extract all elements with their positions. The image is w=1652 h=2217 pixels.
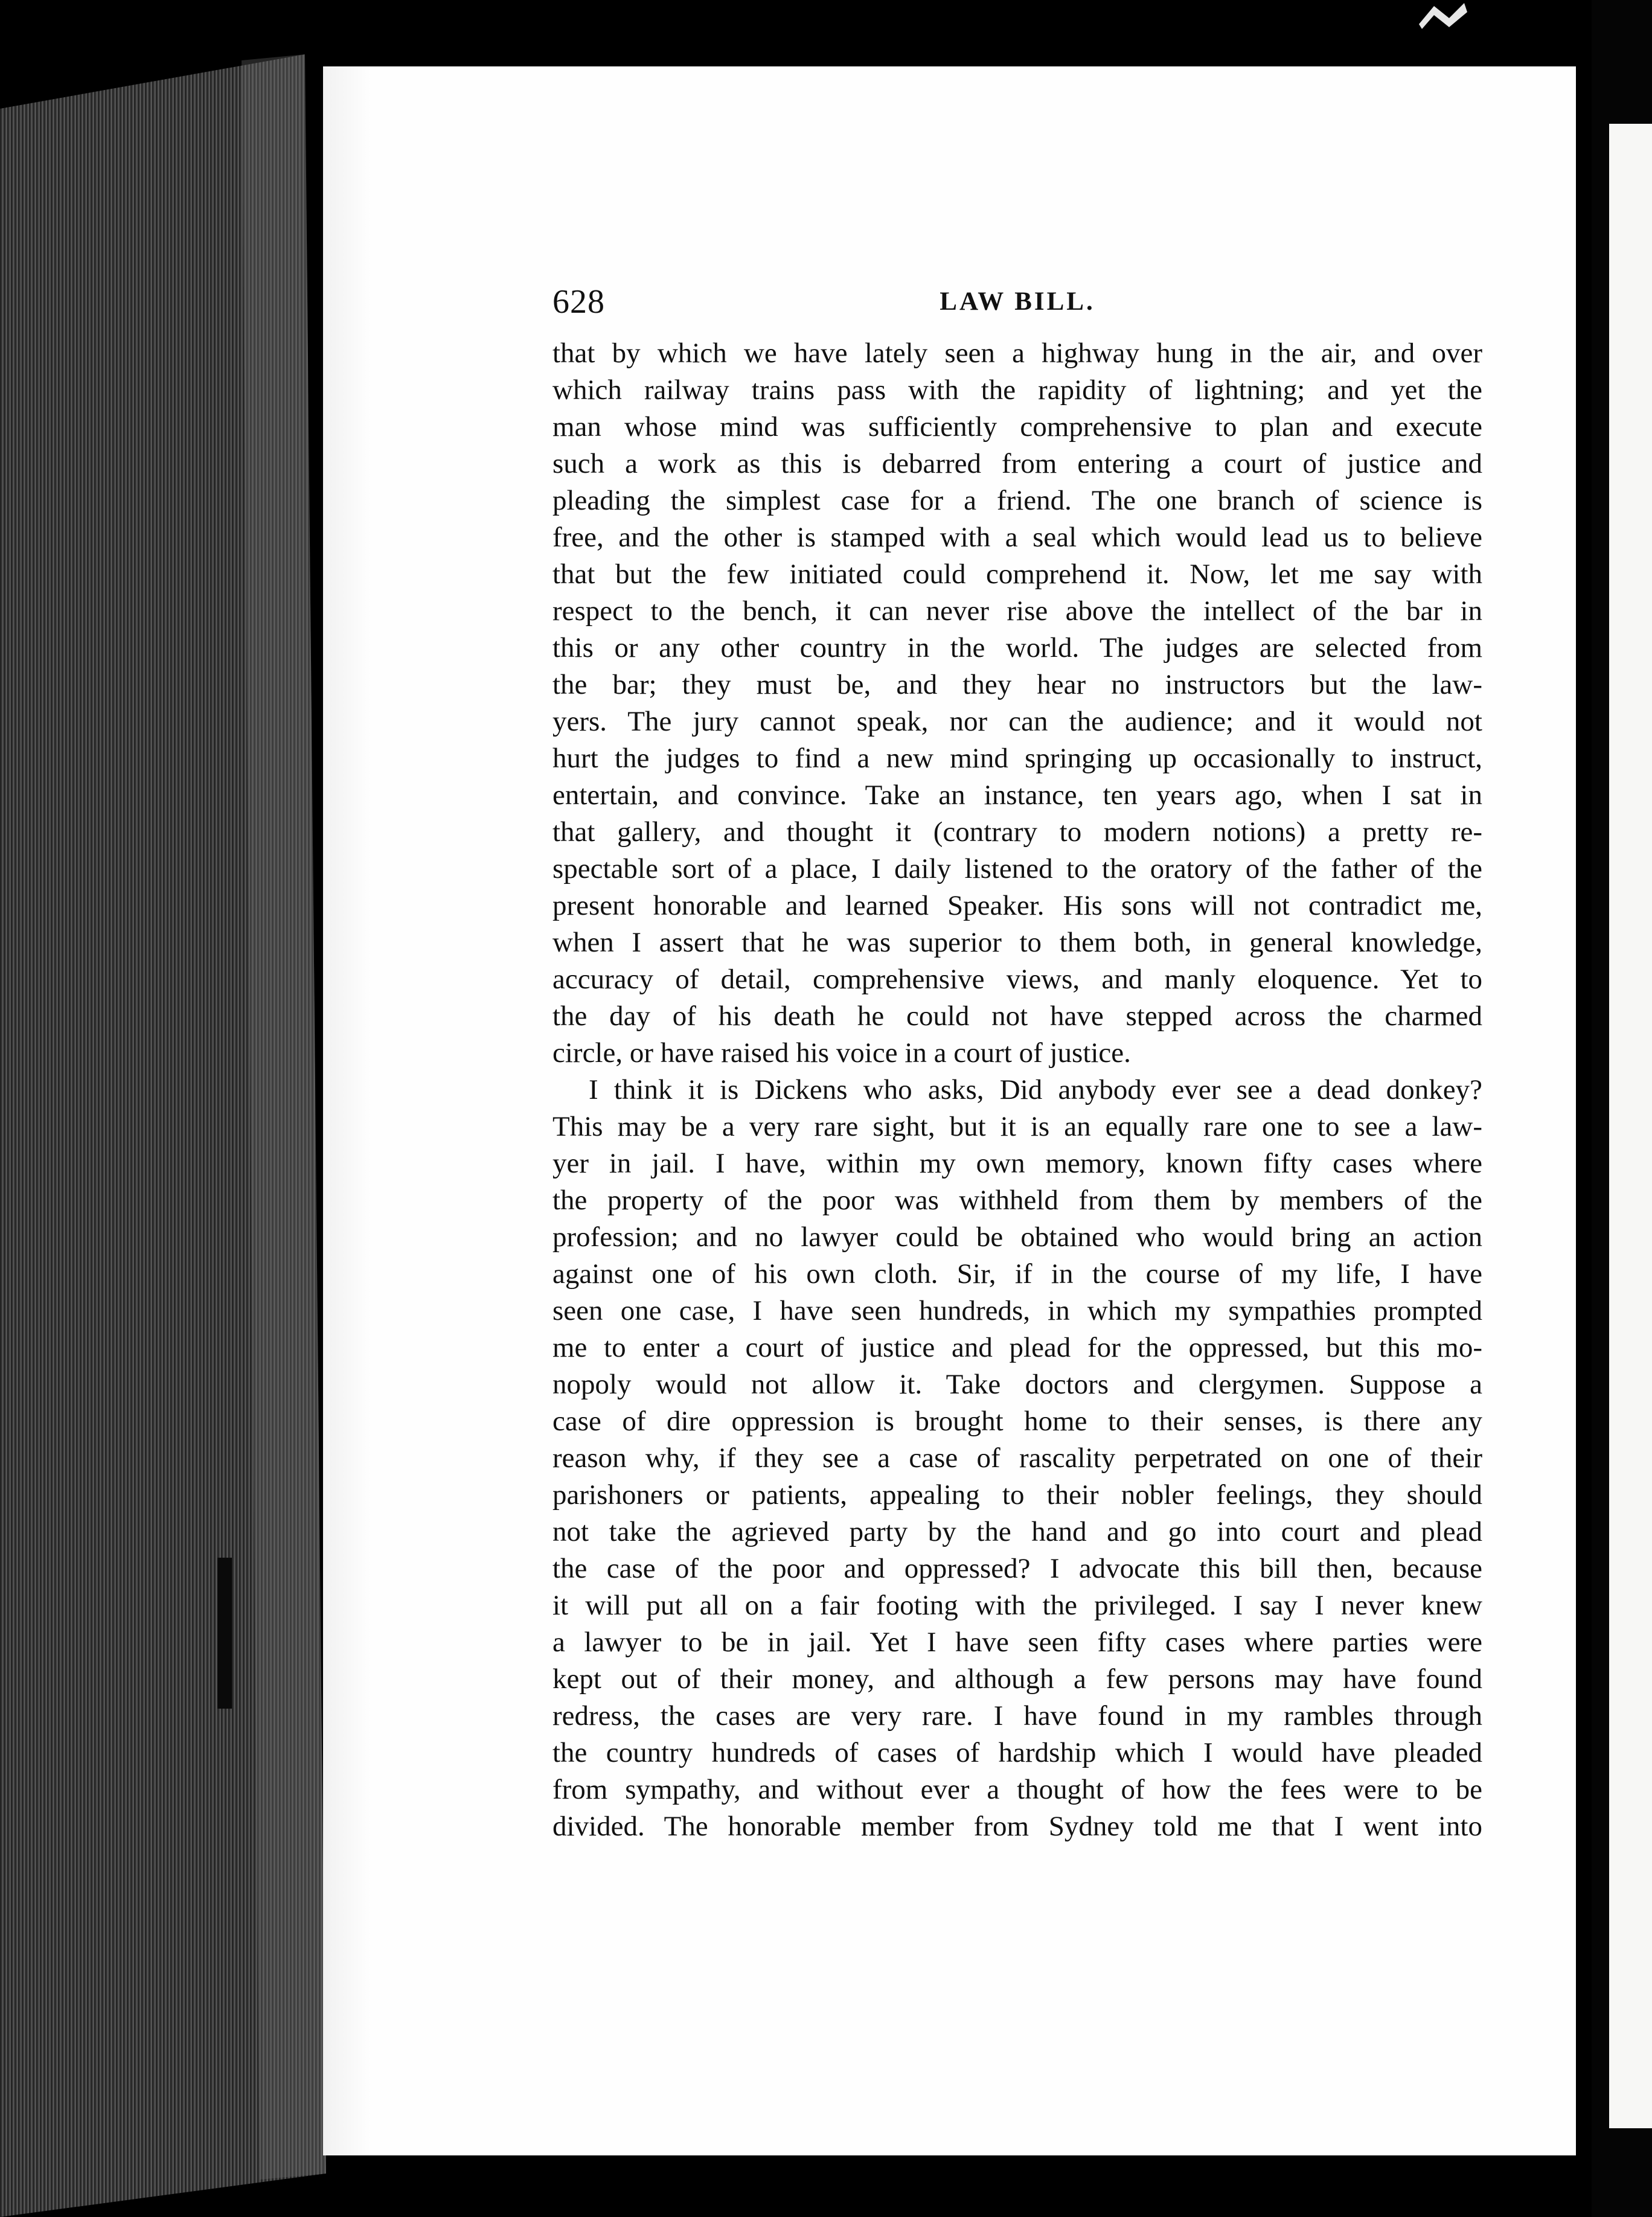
paragraph-1 [552,335,1482,1072]
text-line: parishoners or patients, appealing to their nobler feelings, they should [552,1479,1482,1511]
text-line: not take the agrieved party by the hand and go into court and plead [552,1516,1482,1547]
text-line: against one of his own cloth. Sir, if in the course of my life, I have [552,1258,1482,1290]
text-line: circle, or have raised his voice in a court of justice. [552,1037,1131,1069]
text-line: the country hundreds of cases of hardship which I would have pleaded [552,1737,1482,1768]
text-line: reason why, if they see a case of rascality perpetrated on one of their [552,1442,1482,1474]
text-line: from sympathy, and without ever a thought of how the fees were to be [552,1774,1482,1805]
text-line: it will put all on a fair footing with the privileged. I say I never knew [552,1590,1482,1621]
text-line: profession; and no lawyer could be obtained who would bring an action [552,1221,1482,1253]
page-header [552,278,1482,326]
book-edge [0,0,374,2217]
text-line: pleading the simplest case for a friend. The one branch of science is [552,485,1482,516]
page-number: 628 [552,283,605,321]
text-line: man whose mind was sufficiently comprehensive to plan and execute [552,411,1482,443]
page-gutter-shadow [323,66,371,2155]
text-line: hurt the judges to find a new mind springing up occasionally to instruct, [552,743,1482,774]
body-text [552,335,1482,1845]
text-line: me to enter a court of justice and plead for the oppressed, but this mo- [552,1332,1482,1363]
text-line: present honorable and learned Speaker. His sons will not contradict me, [552,890,1482,921]
text-line: I think it is Dickens who asks, Did anybody ever see a dead donkey? [589,1074,1482,1105]
text-line: yers. The jury cannot speak, nor can the audience; and it would not [552,706,1482,737]
text-line: nopoly would not allow it. Take doctors and clergymen. Suppose a [552,1369,1482,1400]
text-line: This may be a very rare sight, but it is an equally rare one to see a law- [552,1111,1482,1142]
text-line: a lawyer to be in jail. Yet I have seen fifty cases where parties were [552,1627,1482,1658]
text-line: that but the few initiated could comprehend it. Now, let me say with [552,558,1482,590]
text-line: the property of the poor was withheld from them by members of the [552,1185,1482,1216]
text-line: that by which we have lately seen a highway hung in the air, and over [552,338,1482,369]
text-line: redress, the cases are very rare. I have found in my rambles through [552,1700,1482,1732]
text-line: divided. The honorable member from Sydney told me that I went into [552,1811,1482,1842]
text-line: when I assert that he was superior to them both, in general knowledge, [552,927,1482,958]
text-line: the case of the poor and oppressed? I advocate this bill then, because [552,1553,1482,1584]
text-line: accuracy of detail, comprehensive views, and manly eloquence. Yet to [552,964,1482,995]
text-line: free, and the other is stamped with a seal which would lead us to believe [552,522,1482,553]
text-line: the day of his death he could not have stepped across the charmed [552,1000,1482,1032]
text-line: this or any other country in the world. The judges are selected from [552,632,1482,664]
text-line: case of dire oppression is brought home to their senses, is there any [552,1406,1482,1437]
text-line: respect to the bench, it can never rise above the intellect of the bar in [552,595,1482,627]
facing-page-edge [1609,124,1652,2128]
text-line: yer in jail. I have, within my own memory, known fifty cases where [552,1148,1482,1179]
text-line: which railway trains pass with the rapidity of lightning; and yet the [552,374,1482,406]
scan-corner-mark [1407,0,1473,30]
text-line: that gallery, and thought it (contrary to modern notions) a pretty re- [552,816,1482,848]
text-line: spectable sort of a place, I daily listened to the oratory of the father of the [552,853,1482,885]
running-head: LAW BILL. [940,287,1095,316]
paragraph-2 [552,1072,1482,1845]
text-line: the bar; they must be, and they hear no instructors but the law- [552,669,1482,700]
text-line: entertain, and convince. Take an instance, ten years ago, when I sat in [552,779,1482,811]
text-line: such a work as this is debarred from entering a court of justice and [552,448,1482,479]
text-line: kept out of their money, and although a few persons may have found [552,1663,1482,1695]
text-line: seen one case, I have seen hundreds, in which my sympathies prompted [552,1295,1482,1326]
